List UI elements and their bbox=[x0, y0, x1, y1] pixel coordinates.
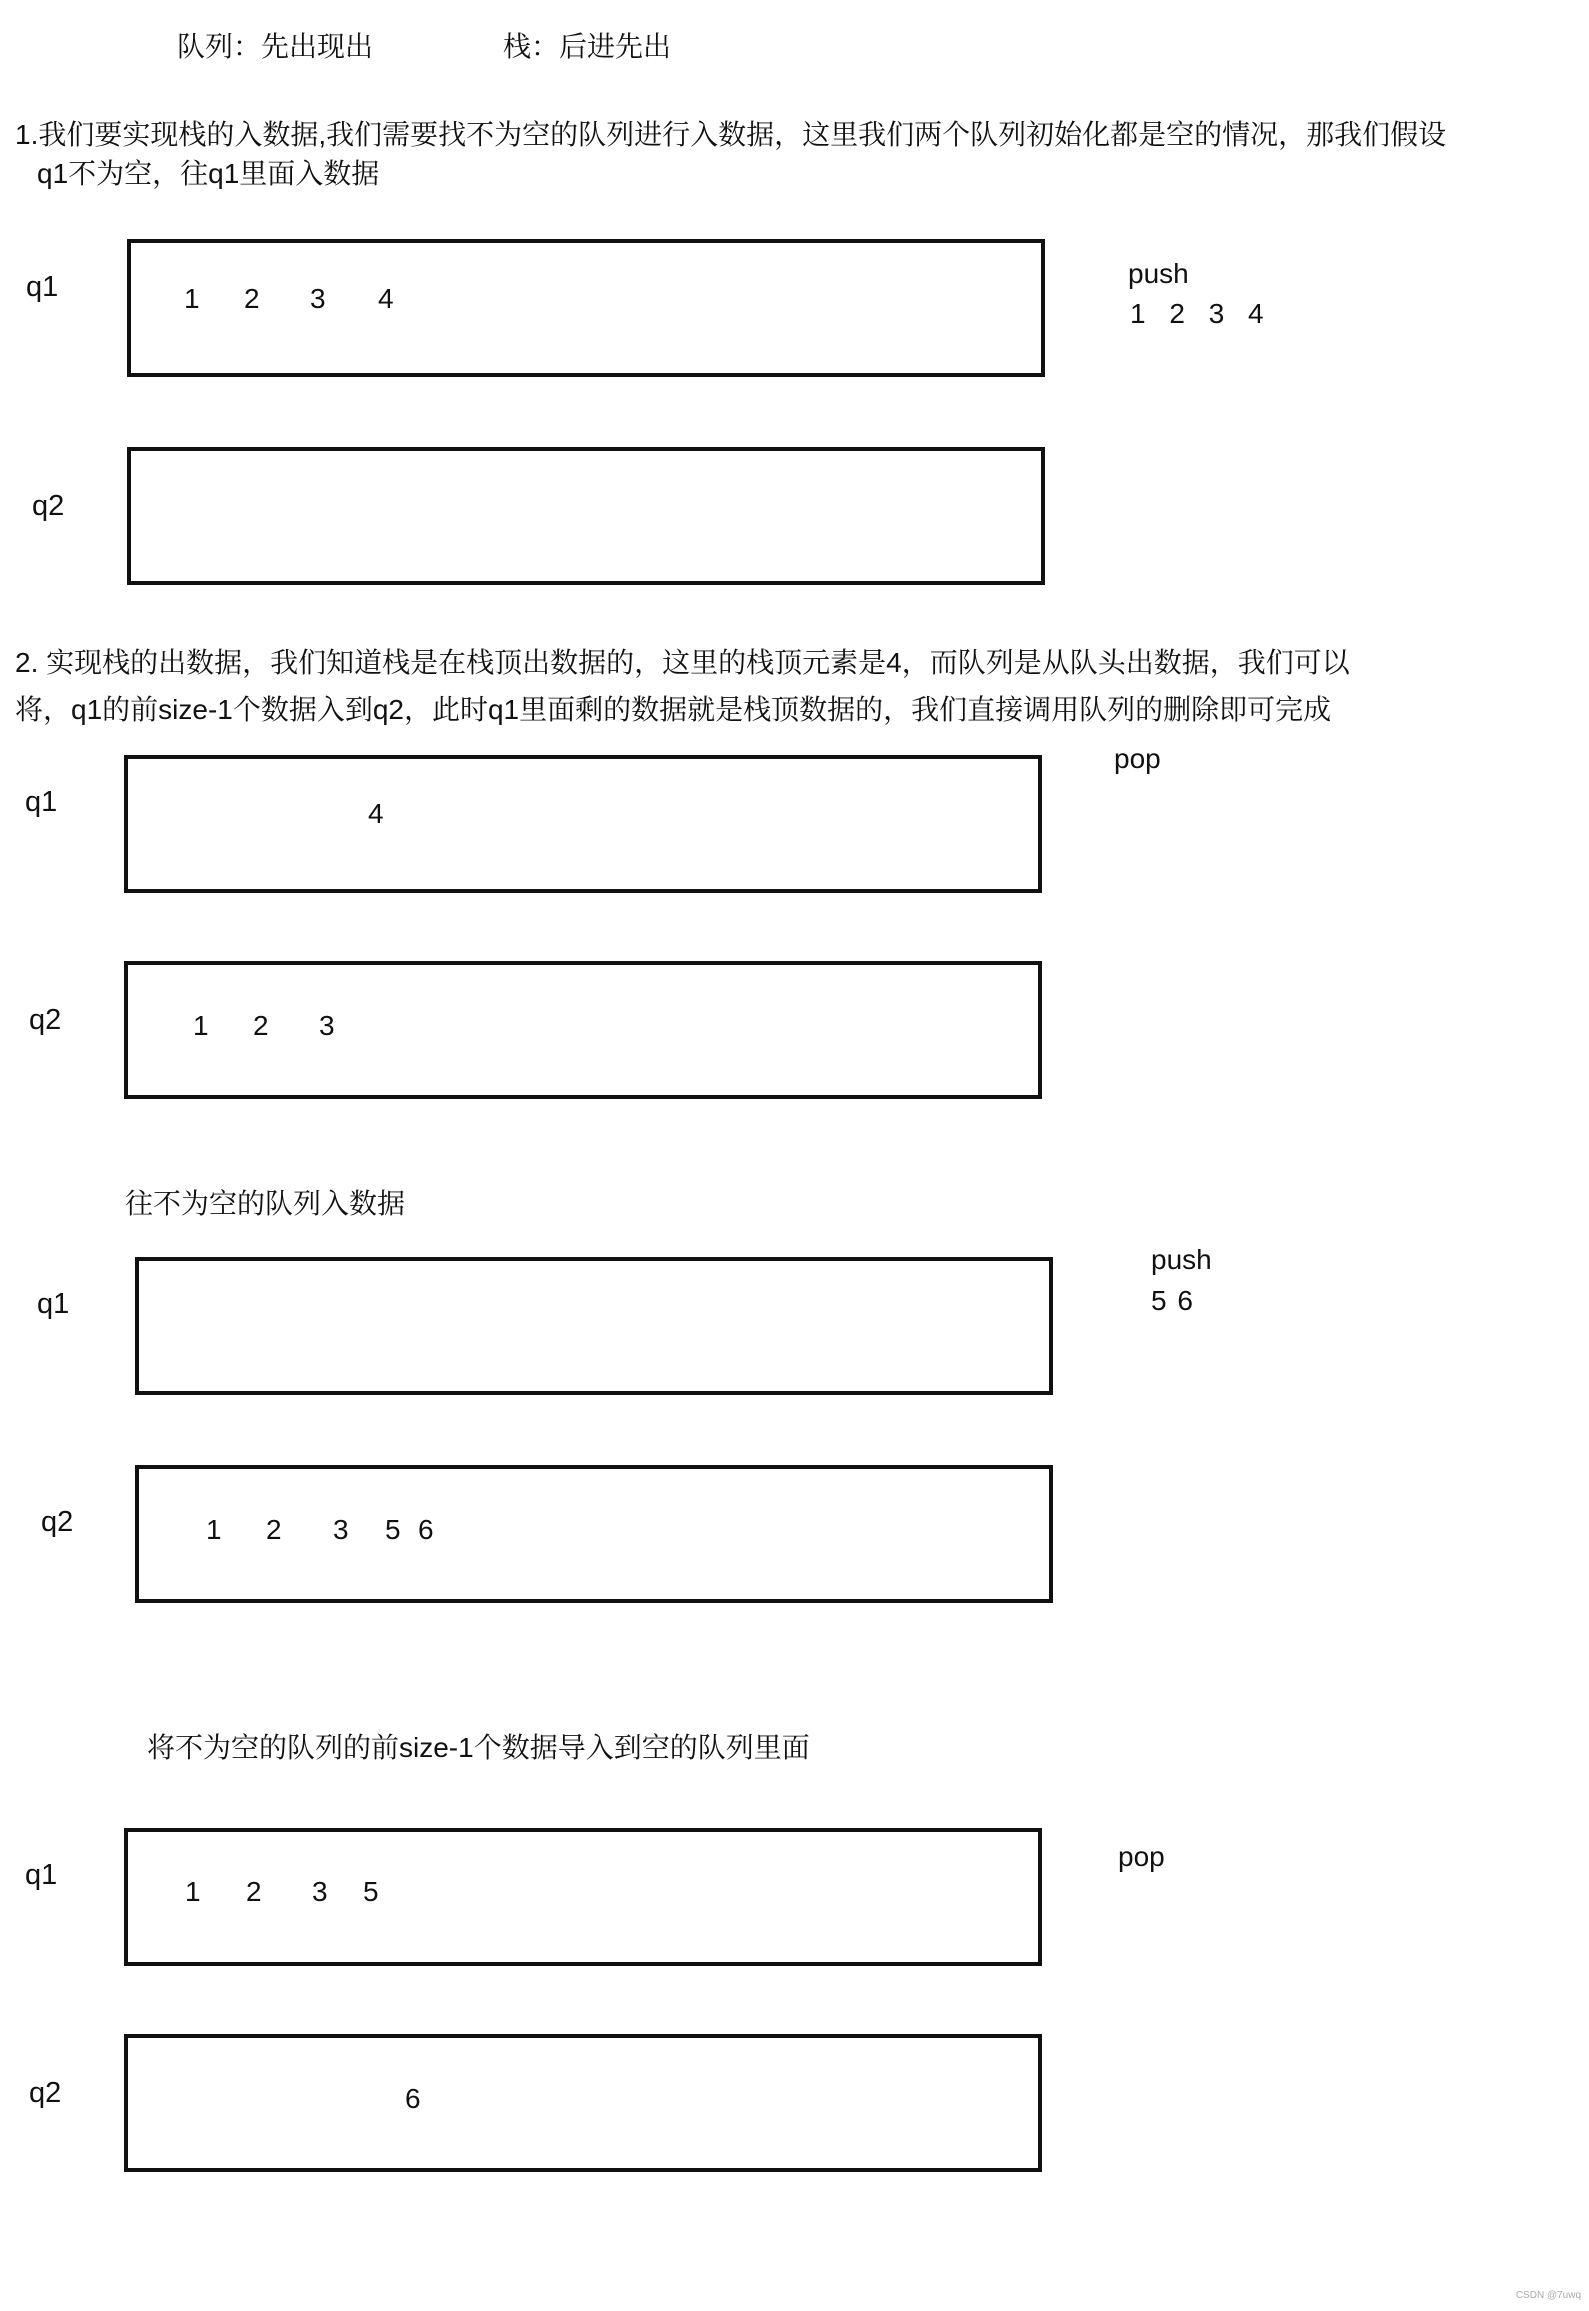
step1-q1-label: q1 bbox=[26, 271, 59, 303]
queue-item: 4 bbox=[368, 798, 384, 829]
queue-item: 2 bbox=[244, 283, 260, 314]
step3-operation-name: push bbox=[1151, 1244, 1212, 1275]
queue-item: 1 bbox=[206, 1514, 222, 1545]
step1-description-line1: 1.我们要实现栈的入数据,我们需要找不为空的队列进行入数据，这里我们两个队列初始化都是空的情况，那我们假设 bbox=[15, 119, 1447, 150]
queue-item: 3 bbox=[310, 283, 326, 314]
queue-item: 2 bbox=[253, 1010, 269, 1041]
step2-q1-label: q1 bbox=[25, 786, 58, 818]
stack-rule-text: 栈：后进先出 bbox=[503, 31, 672, 62]
queue-item: 3 bbox=[312, 1876, 328, 1907]
step2-description-line2: 将，q1的前size-1个数据入到q2，此时q1里面剩的数据就是栈顶数据的，我们直接调用队列的删除即可完成 bbox=[15, 694, 1332, 725]
step1-q1-box bbox=[127, 239, 1045, 377]
queue-item: 6 bbox=[405, 2083, 421, 2114]
step3-description: 往不为空的队列入数据 bbox=[125, 1188, 406, 1219]
queue-item: 5 bbox=[385, 1514, 401, 1545]
queue-item: 3 bbox=[319, 1010, 335, 1041]
queue-item: 6 bbox=[418, 1514, 434, 1545]
watermark-text: CSDN @7uwq bbox=[1515, 2290, 1581, 2301]
step4-description: 将不为空的队列的前size-1个数据导入到空的队列里面 bbox=[147, 1732, 810, 1763]
queue-item: 2 bbox=[246, 1876, 262, 1907]
step2-q1-box bbox=[124, 755, 1042, 893]
step1-operation-name: push bbox=[1128, 258, 1189, 289]
step2-q2-label: q2 bbox=[29, 1004, 62, 1036]
step1-description-line2: q1不为空，往q1里面入数据 bbox=[37, 158, 380, 189]
step2-operation-name: pop bbox=[1114, 743, 1161, 774]
step1-q2-box bbox=[127, 447, 1045, 585]
step4-q2-label: q2 bbox=[29, 2077, 62, 2109]
step1-q2-label: q2 bbox=[32, 490, 65, 522]
step4-q2-box bbox=[124, 2034, 1042, 2172]
queue-item: 5 bbox=[363, 1876, 379, 1907]
queue-item: 4 bbox=[378, 283, 394, 314]
step3-q1-box bbox=[135, 1257, 1053, 1395]
queue-rule-text: 队列：先出现出 bbox=[177, 31, 374, 62]
step4-operation-name: pop bbox=[1118, 1841, 1165, 1872]
step3-q2-box bbox=[135, 1465, 1053, 1603]
step1-operation-values: 1 2 3 4 bbox=[1130, 298, 1264, 329]
step2-q2-box bbox=[124, 961, 1042, 1099]
queue-item: 1 bbox=[185, 1876, 201, 1907]
step3-q2-label: q2 bbox=[41, 1506, 74, 1538]
step3-q1-label: q1 bbox=[37, 1288, 70, 1320]
queue-item: 2 bbox=[266, 1514, 282, 1545]
step2-description-line1: 2. 实现栈的出数据，我们知道栈是在栈顶出数据的，这里的栈顶元素是4，而队列是从队头出数据，我们可以 bbox=[15, 647, 1350, 678]
queue-item: 1 bbox=[193, 1010, 209, 1041]
step4-q1-box bbox=[124, 1828, 1042, 1966]
queue-item: 1 bbox=[184, 283, 200, 314]
queue-item: 3 bbox=[333, 1514, 349, 1545]
step3-operation-values: 5 6 bbox=[1151, 1285, 1193, 1316]
step4-q1-label: q1 bbox=[25, 1859, 58, 1891]
